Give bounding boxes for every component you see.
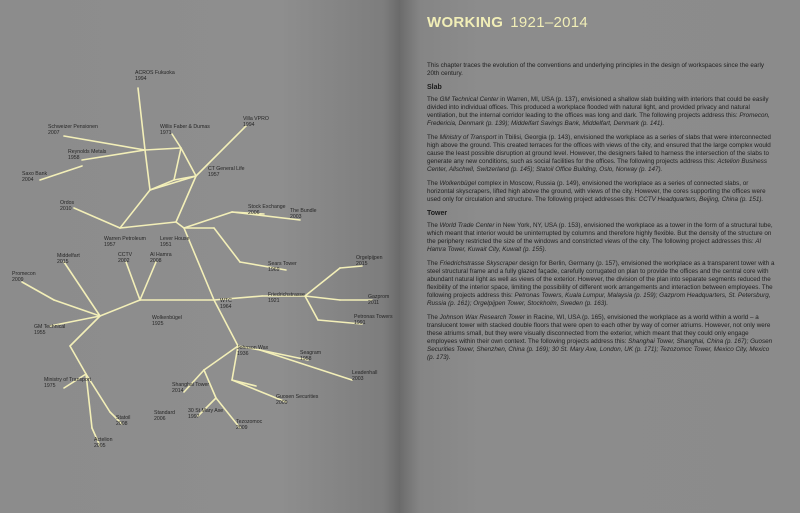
tree-node-name: Al Hamra	[150, 252, 172, 258]
tree-node-year: 2008	[150, 258, 162, 265]
tree-node-name: Petronas Towers	[354, 314, 393, 320]
tree-edge	[181, 148, 196, 176]
tree-edge	[174, 148, 181, 180]
tree-node-stock	[248, 204, 286, 216]
tree-edge	[214, 228, 240, 262]
tree-node-year: 1957	[208, 172, 220, 179]
tree-edge	[145, 150, 150, 190]
tree-node-name: Gazprom	[368, 294, 390, 300]
tree-node-year: 2009	[236, 425, 248, 432]
tree-node-year: 1997	[188, 414, 200, 421]
tree-node-name: Warren Petroleum	[104, 236, 146, 242]
tree-node-year: 1955	[34, 330, 46, 337]
tree-node-year: 1957	[104, 242, 116, 249]
tree-node-name: Reynolds Metals	[68, 149, 107, 155]
tree-node-name: Saxo Bank	[22, 171, 48, 177]
paragraph-lead: The	[427, 260, 440, 267]
tree-node-name: 30 St Mary Axe	[188, 408, 224, 414]
tree-edge	[64, 136, 145, 150]
section-heading-slab: Slab	[427, 84, 442, 91]
tree-node-name: Lever House	[160, 236, 190, 242]
tree-node-year: 2004	[22, 177, 34, 184]
tree-node-fried	[268, 292, 305, 304]
tree-node-wolken	[152, 315, 182, 327]
section-paragraph	[427, 134, 777, 174]
tree-edge	[138, 88, 145, 150]
tree-node-name: Tezozomoc	[236, 419, 263, 425]
tree-node-name: Wolkenbügel	[152, 315, 182, 321]
tree-node-name: ACROS Fukuoka	[135, 70, 175, 76]
tree-node-schweizer	[48, 124, 98, 136]
section-paragraph	[427, 260, 777, 308]
tree-node-year: 2009	[276, 400, 288, 407]
tree-node-leadenhall	[352, 370, 377, 382]
tree-node-gmtech	[34, 324, 65, 336]
tree-node-name: Stock Exchange	[248, 204, 286, 210]
paragraph-italic: GM Technical Center	[439, 96, 499, 103]
tree-node-ctgl	[208, 166, 245, 178]
paragraph-refs: Petronas Towers, Kuala Lumpur, Malaysia (p. 159); Gazprom Headquarters, St. Petersburg, Russia (p. 161); Orgelpijpen Tower, Stockholm, Sweden (p. 163).	[427, 292, 771, 307]
tree-node-name: Seagram	[300, 350, 322, 356]
tree-edge	[120, 190, 150, 228]
tree-edge	[54, 300, 100, 316]
tree-node-statoil	[116, 415, 130, 427]
tree-edge	[176, 176, 196, 222]
tree-node-tezozomoc	[236, 419, 263, 431]
tree-node-name: Willis Faber & Dumas	[160, 124, 210, 130]
tree-node-name: The Bundle	[290, 208, 317, 214]
tree-node-orgelpijpen	[356, 255, 383, 267]
tree-node-lever	[160, 236, 190, 248]
tree-node-name: Johnson Wax	[237, 345, 269, 351]
tree-node-year: 1958	[300, 356, 312, 363]
tree-node-ministry	[44, 377, 92, 389]
tree-edge	[74, 208, 120, 228]
tree-node-year: 1975	[44, 383, 56, 390]
paragraph-italic: World Trade Center	[439, 222, 495, 229]
tree-node-year: 2007	[48, 130, 60, 137]
paragraph-italic: Ministry of Transport	[439, 134, 497, 141]
tree-node-cctv	[118, 252, 133, 264]
paragraph-refs: Promecon, Fredericia, Denmark (p. 139); Middelfart Savings Bank, Middelfart, Denmark (p. 141).	[427, 112, 770, 127]
chapter-sections	[427, 84, 777, 362]
chapter-years: 1921–2014	[510, 14, 589, 31]
tree-node-willis	[160, 124, 210, 136]
tree-node-stenderd	[154, 410, 175, 422]
tree-node-year: 2015	[57, 259, 69, 266]
tree-node-acros	[135, 70, 175, 82]
tree-edge	[184, 370, 204, 392]
tree-node-year: 1925	[152, 321, 164, 328]
tree-node-year: 2003	[290, 214, 302, 221]
tree-node-year: 1958	[68, 155, 80, 162]
tree-node-name: GM Technical	[34, 324, 66, 330]
tree-node-seagram	[300, 350, 321, 362]
tree-node-year: 2006	[248, 210, 260, 217]
tree-node-year: 1971	[160, 130, 172, 137]
tree-node-year: 1969	[268, 267, 280, 274]
tree-node-saxo	[22, 171, 47, 183]
chapter-body	[427, 62, 777, 368]
tree-edge	[145, 148, 181, 150]
tree-node-name: Middelfart	[57, 253, 80, 259]
paragraph-lead: The	[427, 314, 440, 321]
tree-node-year: 2002	[118, 258, 130, 265]
tree-node-name: Standard	[154, 410, 176, 416]
paragraph-text: complex in Moscow, Russia (p. 149), envisioned the workplace as a series of connected slabs, or horizontal skyscrapers, lifted high above the ground, with views of the city. However, the cores supporting the offices were used only for circulation and structure. The following project addresses this:	[427, 180, 766, 203]
tree-node-sears	[268, 261, 297, 273]
tree-edge	[22, 282, 54, 300]
tree-edge	[70, 346, 86, 374]
tree-node-actelion	[94, 437, 113, 449]
tree-node-name: Statoil	[116, 415, 131, 421]
tree-node-gazprom	[368, 294, 389, 306]
tree-edge	[140, 262, 156, 300]
paragraph-italic: Friedrichstrasse Skyscraper	[439, 260, 518, 267]
tree-node-year: 1991	[354, 320, 366, 327]
tree-node-name: Villa VPRO	[243, 116, 269, 122]
tree-node-middelfart	[57, 253, 80, 265]
section-heading-tower: Tower	[427, 210, 448, 217]
section-paragraph	[427, 314, 777, 362]
tree-node-name: CT General Life	[208, 166, 245, 172]
tree-node-year: 1964	[220, 304, 232, 311]
paragraph-refs: CCTV Headquarters, Beijing, China (p. 151).	[638, 196, 764, 203]
tree-node-vpro	[243, 116, 269, 128]
paragraph-italic: Johnson Wax Research Tower	[439, 314, 526, 321]
tree-node-year: 2011	[368, 300, 380, 307]
intro-paragraph: This chapter traces the evolution of the conventions and underlying principles in the design of workspaces since the early 20th century.	[427, 62, 765, 77]
tree-node-name: CCTV	[118, 252, 133, 258]
paragraph-italic: Wolkenbügel	[439, 180, 477, 187]
tree-node-maryaxe	[188, 408, 223, 420]
tree-node-year: 2003	[352, 376, 364, 383]
tree-edge	[305, 296, 318, 320]
chapter-title	[427, 14, 588, 31]
tree-edge	[305, 296, 340, 300]
tree-node-name: Sears Tower	[268, 261, 297, 267]
tree-node-year: 1951	[160, 242, 172, 249]
paragraph-refs: Shanghai Tower, Shanghai, China (p. 167); Guosen Securities Tower, Shenzhen, China (p. 169); 30 St. Mary Axe, London, UK (p. 171); Tezozomoc Tower, Mexico City, Mexico (p. 173).	[427, 338, 773, 361]
tree-node-year: 2010	[60, 206, 72, 213]
chapter-title-text: WORKING	[427, 14, 504, 31]
section-paragraph	[427, 222, 777, 254]
tree-node-name: WTC	[220, 298, 232, 304]
tree-node-year: 1936	[237, 351, 249, 358]
paragraph-refs: Actelion Business Center, Allschwil, Switzerland (p. 145); Statoil Office Building, Oslo, Norway (p. 147).	[427, 158, 767, 173]
tree-node-year: 2015	[356, 261, 368, 268]
tree-node-ordos	[60, 200, 75, 212]
tree-node-name: Leadenhall	[352, 370, 378, 376]
tree-edge	[100, 300, 140, 316]
tree-edges	[22, 88, 372, 446]
tree-node-petronas	[354, 314, 393, 326]
paragraph-lead: The	[427, 222, 440, 229]
tree-node-name: Ordos	[60, 200, 75, 206]
tree-node-year: 2009	[12, 277, 24, 284]
tree-edge	[184, 212, 232, 228]
paragraph-lead: The	[427, 96, 440, 103]
tree-node-guosen	[276, 394, 319, 406]
tree-node-name: Schweizer Pensionen	[48, 124, 98, 130]
paragraph-text: in New York, NY, USA (p. 153), envisioned the workplace as a tower in the form of a structural tube, which meant that interior would be uninterrupted by columns and therefore highly flexible. But the density of the structure on the periphery restricted the size of the windows and constricted views of the city. The following project addresses this:	[427, 222, 773, 245]
tree-node-shanghai	[172, 382, 209, 394]
tree-labels	[12, 70, 393, 449]
section-paragraph	[427, 96, 777, 128]
tree-node-name: Orgelpijpen	[356, 255, 383, 261]
tree-edge	[176, 222, 184, 228]
section-paragraph	[427, 180, 777, 204]
tree-node-name: Shanghai Tower	[172, 382, 210, 388]
tree-node-year: 2006	[154, 416, 166, 423]
tree-node-year: 2008	[116, 421, 128, 428]
paragraph-lead: The	[427, 134, 440, 141]
tree-edge	[120, 222, 176, 228]
tree-node-wtc	[220, 298, 232, 310]
paragraph-text: in Warren, MI, USA (p. 137), envisioned a shallow slab building with interiors that could be easily divided into individual offices. This produced a workplace flooded with natural light, and provided privacy and natural ventilation, but the internal corridor leading to the offices was long and dark. The following projects address this:	[427, 96, 769, 119]
tree-edge	[64, 262, 100, 316]
tree-node-promecon	[12, 271, 36, 283]
tree-node-year: 2005	[94, 443, 106, 450]
tree-node-name: Friedrichstrasse	[268, 292, 305, 298]
tree-node-year: 1921	[268, 298, 280, 305]
paragraph-text: in Racine, WI, USA (p. 165), envisioned the workplace as a world within a world – a translucent tower with stacked double floors that were open to each other by way of corner atriums. However, not only were these atriums small, but they were visually disconnected from the exterior, which meant that they could only engage employees within their own context. The following projects address this:	[427, 314, 771, 345]
tree-edge	[204, 346, 238, 370]
tree-node-year: 1994	[135, 76, 147, 83]
tree-edge	[126, 262, 140, 300]
tree-node-name: Promecon	[12, 271, 36, 277]
tree-edge	[172, 134, 181, 148]
paragraph-lead: The	[427, 180, 440, 187]
tree-node-bundle	[290, 208, 317, 220]
paragraph-text: design for Berlin, Germany (p. 157), envisioned the workplace as a transparent tower with a steel structural frame and a fully glazed façade, carefully corrugated on plan to provide the offices and the central core with abundant natural light as well as views of the exterior. However, the division of the plan into separate segments reduced the flexibility of the interior space, limiting the possibility of different work arrangements and interaction between employees. The following projects address this:	[427, 260, 775, 299]
tree-node-name: Actelion	[94, 437, 113, 443]
tree-node-year: 1994	[243, 122, 255, 129]
tree-node-year: 2014	[172, 388, 184, 395]
tree-node-name: Guosen Securities	[276, 394, 319, 400]
paragraph-refs: Al Hamra Tower, Kuwait City, Kuwait (p. 155).	[427, 238, 762, 253]
tree-node-alhamra	[150, 252, 172, 264]
tree-node-name: Ministry of Transport	[44, 377, 91, 383]
tree-edge	[305, 268, 340, 296]
tree-node-warren	[104, 236, 146, 248]
tree-edge	[150, 176, 196, 190]
paragraph-text: in Tbilisi, Georgia (p. 143), envisioned the workplace as a series of slabs that were interconnected high above the ground. This created terraces for the offices with views of the city, and ensured that the large complex would cause the least possible disruption at ground level. However, the designers failed to harness the intersection of the slabs to generate any new conditions, such as social facilities for the offices. The following projects address this:	[427, 134, 771, 165]
